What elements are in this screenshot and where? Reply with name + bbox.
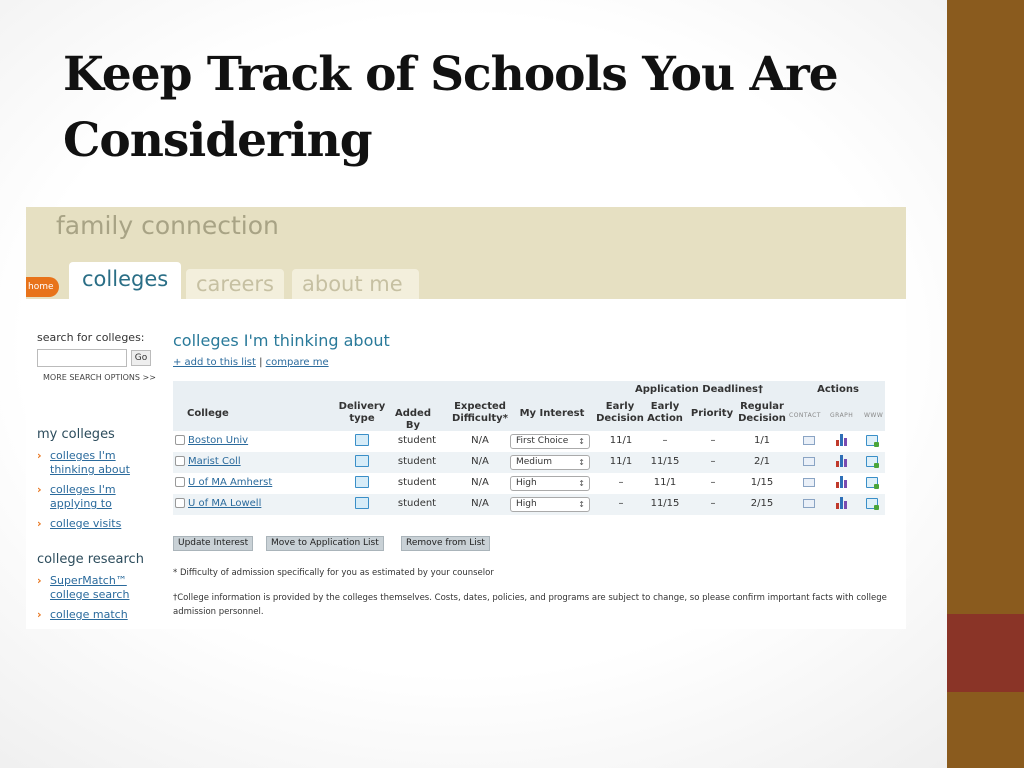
sidebar-item-supermatch[interactable]: › SuperMatch™ college search bbox=[37, 574, 130, 601]
tab-colleges[interactable]: colleges bbox=[69, 262, 181, 299]
difficulty: N/A bbox=[471, 477, 489, 488]
chevron-right-icon: › bbox=[37, 574, 42, 587]
col-graph: GRAPH bbox=[830, 412, 854, 419]
col-college: College bbox=[187, 408, 229, 419]
select-arrow-icon: ↕ bbox=[578, 437, 585, 446]
delivery-type-icon bbox=[355, 434, 369, 446]
graph-icon[interactable] bbox=[836, 455, 848, 467]
difficulty-footnote: * Difficulty of admission specifically for you as estimated by your counselor bbox=[173, 568, 494, 578]
sidebar-item-college-match[interactable]: › college match bbox=[37, 608, 128, 621]
college-link[interactable]: Marist Coll bbox=[188, 456, 241, 467]
sidebar-item-applying-to[interactable]: › colleges I'm applying to bbox=[37, 483, 116, 510]
delivery-type-icon bbox=[355, 497, 369, 509]
www-icon[interactable] bbox=[866, 477, 878, 488]
chevron-right-icon: › bbox=[37, 483, 42, 496]
list-actions bbox=[173, 357, 329, 368]
www-icon[interactable] bbox=[866, 456, 878, 467]
sidebar-item-thinking-about[interactable]: › colleges I'm thinking about bbox=[37, 449, 130, 476]
row-checkbox[interactable] bbox=[175, 456, 185, 466]
added-by: student bbox=[397, 435, 437, 446]
priority: – bbox=[710, 456, 716, 467]
interest-select[interactable] bbox=[510, 497, 590, 512]
col-contact: CONTACT bbox=[789, 412, 821, 419]
go-button[interactable]: Go bbox=[131, 350, 151, 366]
row-checkbox[interactable] bbox=[175, 477, 185, 487]
tab-about-me[interactable]: about me bbox=[292, 269, 419, 299]
added-by: student bbox=[397, 477, 437, 488]
college-link[interactable]: Boston Univ bbox=[188, 435, 249, 446]
graph-icon[interactable] bbox=[836, 476, 848, 488]
decor-bar-bottom bbox=[947, 692, 1024, 768]
chevron-right-icon: › bbox=[37, 517, 42, 530]
table-row bbox=[173, 431, 885, 452]
add-to-list-link[interactable]: + add to this list bbox=[173, 357, 256, 368]
col-delivery-type: Delivery type bbox=[338, 401, 386, 424]
app-header bbox=[26, 207, 906, 299]
delivery-type-icon bbox=[355, 476, 369, 488]
delivery-type-icon bbox=[355, 455, 369, 467]
graph-icon[interactable] bbox=[836, 497, 848, 509]
early-action: 11/15 bbox=[650, 498, 680, 509]
interest-select[interactable] bbox=[510, 476, 590, 491]
col-my-interest: My Interest bbox=[519, 408, 585, 419]
regular-decision: 1/1 bbox=[753, 435, 771, 446]
move-to-application-list-button[interactable]: Move to Application List bbox=[266, 536, 384, 551]
interest-value: High bbox=[516, 478, 537, 488]
col-early-decision: Early Decision bbox=[596, 401, 644, 424]
more-search-options-link[interactable]: MORE SEARCH OPTIONS >> bbox=[43, 373, 156, 382]
contact-mail-icon[interactable] bbox=[803, 457, 815, 466]
contact-mail-icon[interactable] bbox=[803, 436, 815, 445]
interest-select[interactable] bbox=[510, 434, 590, 449]
app-screenshot bbox=[26, 207, 906, 629]
compare-me-link[interactable]: compare me bbox=[265, 357, 329, 368]
college-link[interactable]: U of MA Amherst bbox=[188, 477, 273, 488]
colleges-table bbox=[173, 381, 885, 517]
decor-bar-middle bbox=[947, 614, 1024, 692]
tab-careers[interactable]: careers bbox=[186, 269, 284, 299]
search-input[interactable] bbox=[37, 349, 127, 367]
priority: – bbox=[710, 477, 716, 488]
decor-bar-top bbox=[947, 0, 1024, 614]
priority: – bbox=[710, 435, 716, 446]
col-www: WWW bbox=[864, 412, 884, 419]
select-arrow-icon: ↕ bbox=[578, 458, 585, 467]
added-by: student bbox=[397, 498, 437, 509]
col-expected-difficulty: Expected Difficulty* bbox=[452, 401, 508, 424]
home-button[interactable]: home bbox=[26, 277, 59, 297]
actions-group-header: Actions bbox=[817, 384, 859, 395]
table-header bbox=[173, 381, 885, 431]
difficulty: N/A bbox=[471, 435, 489, 446]
contact-mail-icon[interactable] bbox=[803, 499, 815, 508]
col-priority: Priority bbox=[690, 408, 734, 419]
interest-value: First Choice bbox=[516, 436, 569, 446]
college-link[interactable]: U of MA Lowell bbox=[188, 498, 262, 509]
update-interest-button[interactable]: Update Interest bbox=[173, 536, 253, 551]
difficulty: N/A bbox=[471, 498, 489, 509]
deadlines-group-header: Application Deadlines† bbox=[635, 384, 763, 395]
col-regular-decision: Regular Decision bbox=[738, 401, 786, 424]
regular-decision: 2/1 bbox=[753, 456, 771, 467]
disclaimer-footnote: †College information is provided by the colleges themselves. Costs, dates, policies, and programs are subject to change, so please confirm important facts with college admission personnel. bbox=[173, 593, 887, 617]
select-arrow-icon: ↕ bbox=[578, 500, 585, 509]
priority: – bbox=[710, 498, 716, 509]
www-icon[interactable] bbox=[866, 498, 878, 509]
early-action: – bbox=[662, 435, 668, 446]
chevron-right-icon: › bbox=[37, 608, 42, 621]
contact-mail-icon[interactable] bbox=[803, 478, 815, 487]
early-decision: – bbox=[618, 477, 624, 488]
sidebar-item-college-visits[interactable]: › college visits bbox=[37, 517, 122, 530]
regular-decision: 1/15 bbox=[750, 477, 774, 488]
chevron-right-icon: › bbox=[37, 449, 42, 462]
page-title: colleges I'm thinking about bbox=[173, 331, 390, 350]
col-added-by: Added By bbox=[395, 408, 431, 431]
graph-icon[interactable] bbox=[836, 434, 848, 446]
added-by: student bbox=[397, 456, 437, 467]
row-checkbox[interactable] bbox=[175, 435, 185, 445]
interest-select[interactable] bbox=[510, 455, 590, 470]
interest-value: Medium bbox=[516, 457, 552, 467]
table-row bbox=[173, 494, 885, 515]
table-row bbox=[173, 473, 885, 494]
early-action: 11/15 bbox=[650, 456, 680, 467]
col-early-action: Early Action bbox=[647, 401, 683, 424]
difficulty: N/A bbox=[471, 456, 489, 467]
college-research-heading: college research bbox=[37, 552, 144, 567]
early-decision: 11/1 bbox=[609, 435, 633, 446]
my-colleges-heading: my colleges bbox=[37, 427, 115, 442]
select-arrow-icon: ↕ bbox=[578, 479, 585, 488]
regular-decision: 2/15 bbox=[750, 498, 774, 509]
early-decision: – bbox=[618, 498, 624, 509]
interest-value: High bbox=[516, 499, 537, 509]
search-label: search for colleges: bbox=[37, 331, 145, 344]
www-icon[interactable] bbox=[866, 435, 878, 446]
brand-logo: family connection bbox=[56, 211, 279, 240]
early-decision: 11/1 bbox=[609, 456, 633, 467]
slide-title: Keep Track of Schools You Are Considering bbox=[63, 47, 838, 168]
table-row bbox=[173, 452, 885, 473]
remove-from-list-button[interactable]: Remove from List bbox=[401, 536, 490, 551]
row-checkbox[interactable] bbox=[175, 498, 185, 508]
early-action: 11/1 bbox=[653, 477, 677, 488]
link-separator: | bbox=[259, 357, 263, 368]
